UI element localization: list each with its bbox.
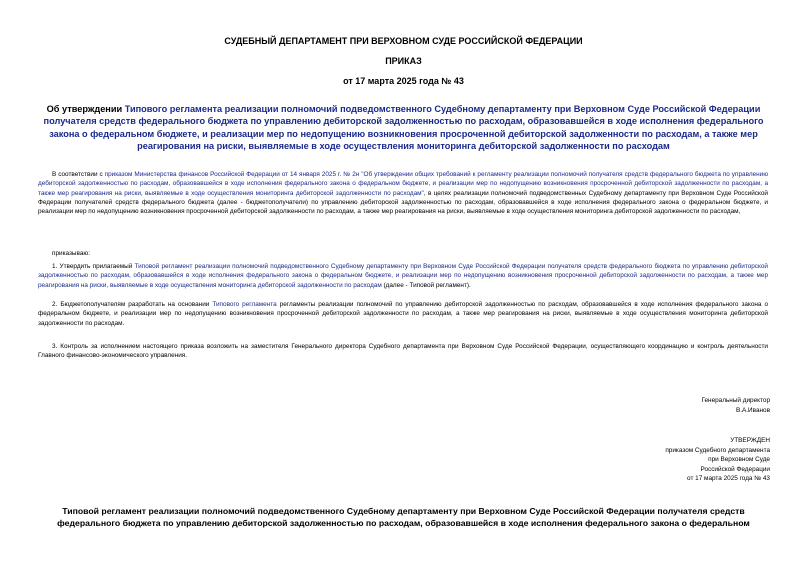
- approval-line-2: при Верховном Суде: [708, 456, 770, 463]
- intro-part1: В соответствии с: [52, 171, 105, 178]
- approval-line-3: Российской Федерации: [700, 465, 770, 473]
- signature-position: Генеральный директор: [701, 397, 770, 404]
- item-1-paragraph: [38, 262, 768, 290]
- signature-name: В.А.Иванов: [735, 406, 770, 414]
- intro-part2: , в целях реализации полномочий подведомственных Судебному департаменту при Верховном Суде Российской Федерации получателей средств федерального бюджета (далее - бюджетополучатели) по управлению дебиторской задолженностью по расходам, образовавшейся в ходе исполнения федерального закона о федеральном бюджете, и реализации мер по недопущению возникновения просроченной дебиторской задолженности по расходам, а также мер реагирования на риски, выявляемые в ходе осуществления мониторинга дебиторской задолженности по расходам,: [38, 189, 768, 216]
- item-1-part2: (далее - Типовой регламент).: [381, 281, 471, 289]
- title-prefix: Об утверждении: [46, 104, 125, 114]
- signature-block: [701, 396, 770, 415]
- order-date: от 17 марта 2025 года № 43: [343, 76, 464, 86]
- item-1-part1: 1. Утвердить прилагаемый: [52, 263, 135, 270]
- order-label: ПРИКАЗ: [385, 56, 422, 66]
- department-heading: СУДЕБНЫЙ ДЕПАРТАМЕНТ ПРИ ВЕРХОВНОМ СУДЕ РОССИЙСКОЙ ФЕДЕРАЦИИ: [224, 36, 583, 46]
- document-title: [30, 103, 777, 153]
- intro-paragraph: [38, 170, 768, 216]
- order-word: приказываю:: [52, 250, 90, 257]
- regulation-title: Типовой регламент реализации полномочий подведомственного Судебному департаменту при Верховном Суде Российской Федерации получателя средств федерального бюджета по управлению дебиторской задолженностью по расходам, образовавшейся в ходе исполнения федерального закона о федеральном: [57, 506, 750, 529]
- item-2-paragraph: [38, 300, 768, 328]
- approval-line-1: приказом Судебного департамента: [665, 446, 770, 454]
- title-link[interactable]: Типового регламента реализации полномочий подведомственного Судебному департаменту при Верховном Суде Российской Федерации получателя средств федерального бюджета по управлению дебиторской задолженностью по расходам, образовавшейся в ходе исполнения федерального закона о федеральном бюджете, и реализации мер по недопущению возникновения просроченной дебиторской задолженности по расходам, а также мер реагирования на риски, выявляемые в ходе осуществления мониторинга дебиторской задолженности по расходам: [43, 104, 764, 152]
- item-3-paragraph: 3. Контроль за исполнением настоящего приказа возложить на заместителя Генерального директора Судебного департамента при Верховном Суде Российской Федерации, осуществляющего координацию и контроль деятельности Главного финансово-экономического управления.: [38, 343, 768, 360]
- typical-regulation-link[interactable]: Типовой регламент реализации полномочий подведомственного Судебному департаменту при Верховном Суде Российской Федерации получателя средств федерального бюджета по управлению дебиторской задолженностью по расходам, образовавшейся в ходе исполнения федерального закона о федеральном бюджете, и реализации мер по недопущению возникновения просроченной дебиторской задолженности по расходам, а также мер реагирования на риски, выявляемые в ходе осуществления мониторинга дебиторской задолженности по расходам: [38, 263, 768, 289]
- approval-word: УТВЕРЖДЕН: [730, 437, 770, 444]
- item-2-part1: 2. Бюджетополучателям разработать на основании: [52, 301, 213, 308]
- ministry-order-link[interactable]: приказом Министерства финансов Российской Федерации от 14 января 2025 г. № 2н "Об утверждении общих требований к регламенту реализации полномочий получателя средств федерального бюджета по управлению дебиторской задолженностью по расходам, образовавшейся в ходе исполнения федерального закона о федеральном бюджете, и реализации мер по недопущению возникновения просроченной дебиторской задолженности по расходам, а также мер реагирования на риски, выявляемые в ходе осуществления мониторинга дебиторской задолженности по расходам": [38, 171, 768, 197]
- approval-line-4: от 17 марта 2025 года № 43: [687, 475, 770, 482]
- item-2-part2: регламенты реализации полномочий по управлению дебиторской задолженностью по расходам, образовавшейся в ходе исполнения федерального закона о федеральном бюджете, и реализации мер по недопущению возникновения просроченной дебиторской задолженности по расходам, а также мер реагирования на риски, выявляемые в ходе осуществления мониторинга дебиторской задолженности по расходам.: [38, 301, 769, 327]
- approval-block: [665, 436, 770, 484]
- typical-regulation-short-link[interactable]: Типового регламента: [212, 301, 277, 308]
